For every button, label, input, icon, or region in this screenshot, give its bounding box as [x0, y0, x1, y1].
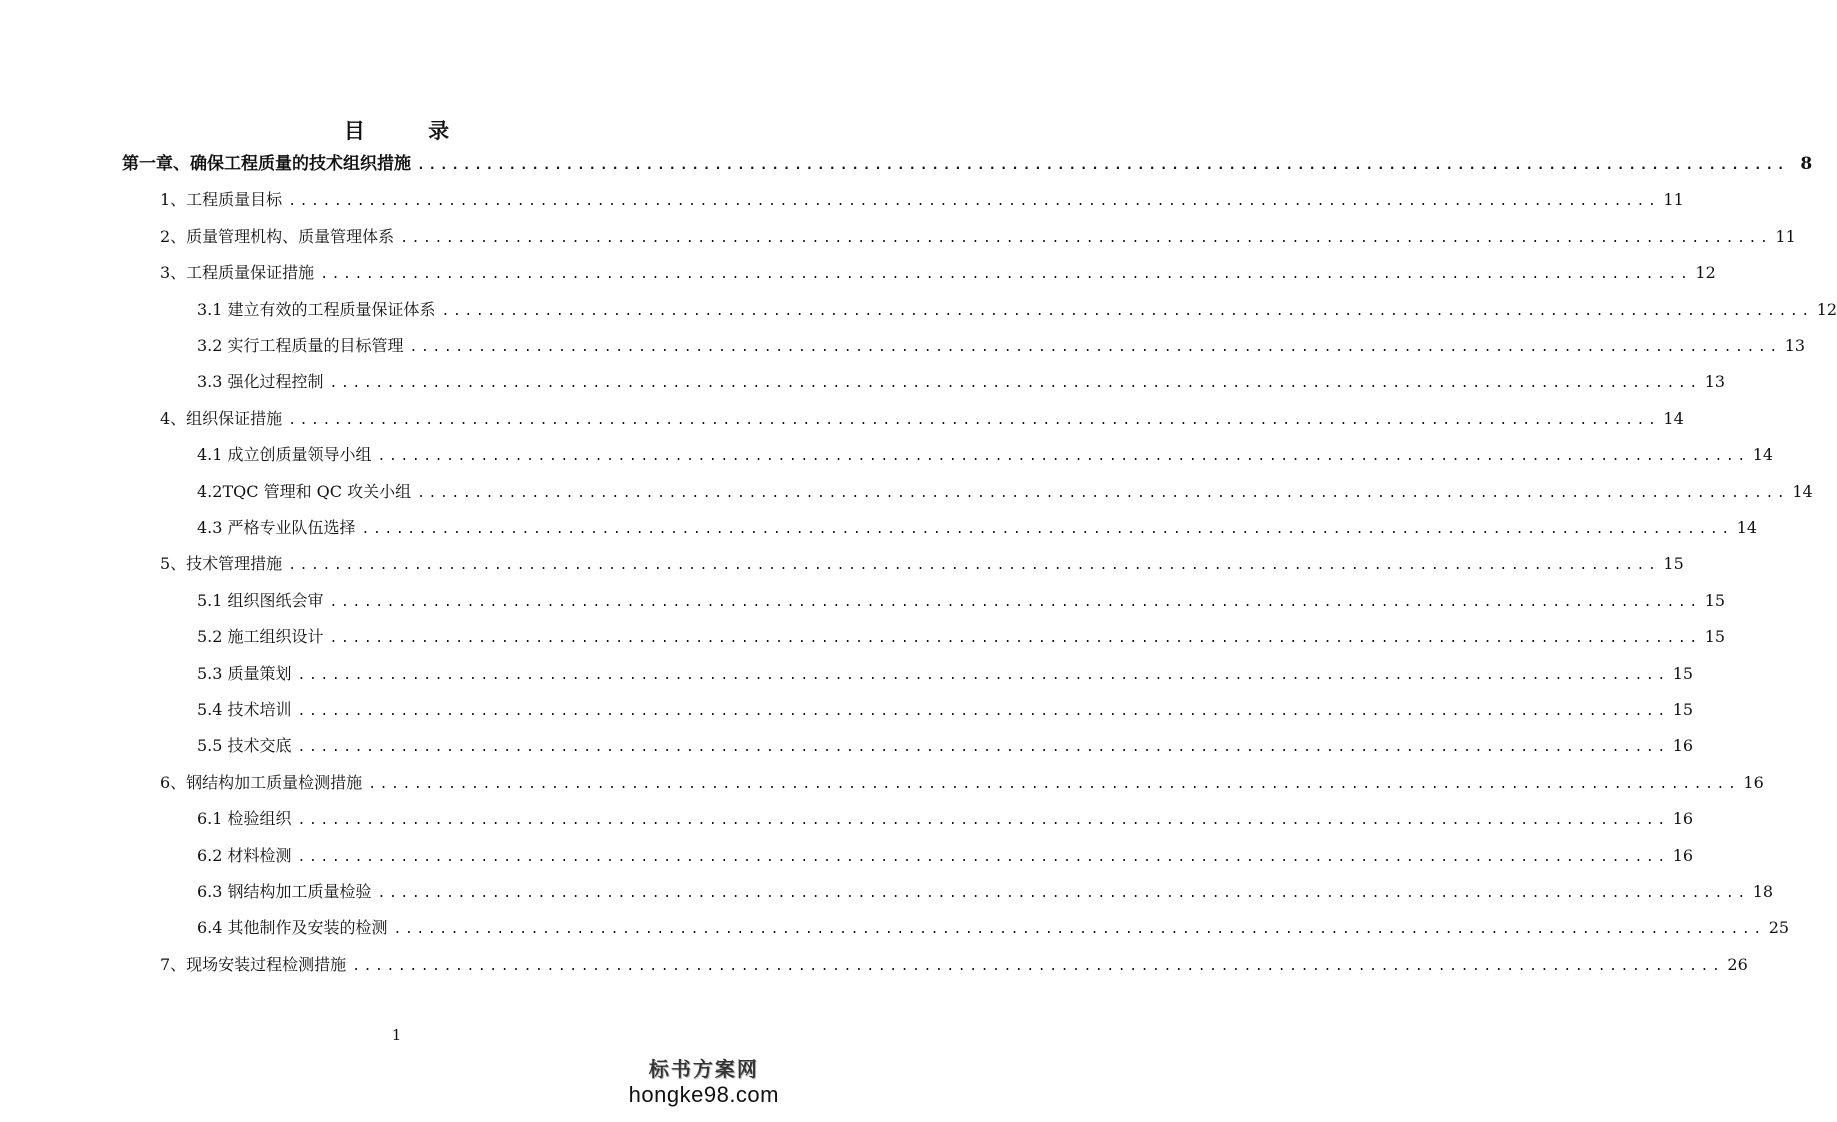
toc-entry-label: 3.1 建立有效的工程质量保证体系 — [197, 300, 436, 319]
toc-entry-page: 14 — [1792, 482, 1813, 501]
toc-dot-leader: ........................................................................................................................ — [320, 267, 1692, 282]
toc-entry[interactable] — [160, 188, 1684, 212]
toc-entry-page: 25 — [1768, 918, 1790, 937]
toc-dot-leader: ........................................................................................................................ — [297, 668, 1669, 683]
toc-entry-label: 7、现场安装过程检测措施 — [160, 955, 347, 974]
toc-entry[interactable] — [197, 916, 1790, 940]
toc-dot-leader: ........................................................................................................................ — [352, 959, 1724, 974]
toc-entry[interactable] — [197, 480, 1813, 504]
toc-entry-label: 6.4 其他制作及安装的检测 — [197, 918, 388, 937]
watermark — [629, 1053, 779, 1108]
toc-entry[interactable] — [197, 844, 1694, 868]
toc-entry-label: 6.2 材料检测 — [197, 846, 292, 865]
toc-dot-leader: ........................................................................................................................ — [417, 158, 1789, 173]
toc-entry-label: 5.1 组织图纸会审 — [197, 591, 324, 610]
toc-entry-page: 16 — [1672, 846, 1694, 865]
toc-dot-leader: ........................................................................................................................ — [393, 922, 1765, 937]
toc-entry-label: 3、工程质量保证措施 — [160, 263, 315, 282]
toc-entry[interactable] — [197, 662, 1694, 686]
toc-entry-label: 4.2TQC 管理和 QC 攻关小组 — [197, 482, 412, 501]
toc-entry-page: 16 — [1672, 736, 1694, 755]
toc-entry[interactable] — [197, 443, 1774, 467]
toc-entry[interactable] — [160, 225, 1796, 249]
toc-dot-leader: ........................................................................................................................ — [297, 704, 1669, 719]
toc-entry[interactable] — [197, 589, 1726, 613]
toc-entry-page: 11 — [1663, 190, 1684, 209]
toc-entry-page: 8 — [1800, 154, 1813, 174]
toc-entry-label: 3.3 强化过程控制 — [197, 372, 324, 391]
toc-entry-label: 6.3 钢结构加工质量检验 — [197, 882, 372, 901]
toc-dot-leader: ........................................................................................................................ — [417, 486, 1789, 501]
toc-entry-label: 5.5 技术交底 — [197, 736, 292, 755]
page-number: 1 — [391, 1026, 402, 1044]
toc-entry[interactable] — [160, 261, 1716, 285]
toc-entry[interactable] — [160, 771, 1764, 795]
toc-dot-leader: ........................................................................................................................ — [400, 231, 1772, 246]
watermark-name: 标书方案网 — [648, 1057, 759, 1081]
toc-entry-label: 第一章、确保工程质量的技术组织措施 — [122, 154, 411, 174]
toc-dot-leader: ........................................................................................................................ — [368, 777, 1740, 792]
toc-entry-page: 18 — [1752, 882, 1774, 901]
toc-dot-leader: ........................................................................................................................ — [377, 449, 1749, 464]
toc-entry-page: 13 — [1784, 336, 1806, 355]
toc-entry-page: 14 — [1752, 445, 1774, 464]
toc-entry-label: 4、组织保证措施 — [160, 409, 283, 428]
toc-entry-label: 1、工程质量目标 — [160, 190, 283, 209]
toc-entry[interactable] — [160, 407, 1684, 431]
toc-entry-page: 15 — [1672, 700, 1694, 719]
toc-entry-page: 15 — [1672, 664, 1694, 683]
toc-dot-leader: ........................................................................................................................ — [329, 631, 1701, 646]
toc-entry[interactable] — [160, 953, 1748, 977]
toc-entry-page: 15 — [1704, 591, 1726, 610]
toc-entry-page: 12 — [1816, 300, 1837, 319]
toc-dot-leader: ........................................................................................................................ — [441, 304, 1813, 319]
toc-entry-label: 6、钢结构加工质量检测措施 — [160, 773, 363, 792]
toc-entry[interactable] — [197, 734, 1694, 758]
toc-entry[interactable] — [197, 698, 1694, 722]
toc-chapter-entry[interactable] — [122, 152, 1813, 176]
toc-entry-label: 5、技术管理措施 — [160, 554, 283, 573]
toc-entry[interactable] — [160, 552, 1684, 576]
toc-entry-label: 4.3 严格专业队伍选择 — [197, 518, 356, 537]
toc-dot-leader: ........................................................................................................................ — [409, 340, 1781, 355]
toc-entry-page: 11 — [1775, 227, 1796, 246]
toc-entry-label: 5.3 质量策划 — [197, 664, 292, 683]
toc-entry-page: 15 — [1704, 627, 1726, 646]
toc-dot-leader: ........................................................................................................................ — [361, 522, 1733, 537]
toc-entry-label: 6.1 检验组织 — [197, 809, 292, 828]
toc-entry-page: 15 — [1663, 554, 1684, 573]
toc-dot-leader: ........................................................................................................................ — [297, 850, 1669, 865]
toc-entry-label: 3.2 实行工程质量的目标管理 — [197, 336, 404, 355]
toc-entry-page: 14 — [1663, 409, 1684, 428]
toc-dot-leader: ........................................................................................................................ — [297, 740, 1669, 755]
toc-dot-leader: ........................................................................................................................ — [288, 558, 1660, 573]
toc-entry-label: 2、质量管理机构、质量管理体系 — [160, 227, 395, 246]
toc-dot-leader: ........................................................................................................................ — [297, 813, 1669, 828]
toc-dot-leader: ........................................................................................................................ — [329, 595, 1701, 610]
toc-dot-leader: ........................................................................................................................ — [329, 376, 1701, 391]
watermark-url: hongke98.com — [628, 1082, 779, 1107]
toc-entry[interactable] — [197, 807, 1694, 831]
toc-entry[interactable] — [197, 880, 1774, 904]
toc-entry-page: 26 — [1727, 955, 1748, 974]
toc-entry-page: 16 — [1672, 809, 1694, 828]
toc-entry[interactable] — [197, 334, 1806, 358]
toc-entry-page: 16 — [1743, 773, 1764, 792]
toc-entry[interactable] — [197, 370, 1726, 394]
page-title: 目 录 — [343, 118, 478, 143]
toc-entry-page: 12 — [1695, 263, 1716, 282]
toc-entry-label: 5.2 施工组织设计 — [197, 627, 324, 646]
toc-entry-page: 13 — [1704, 372, 1726, 391]
toc-entry-label: 4.1 成立创质量领导小组 — [197, 445, 372, 464]
toc-dot-leader: ........................................................................................................................ — [377, 886, 1749, 901]
toc-entry-label: 5.4 技术培训 — [197, 700, 292, 719]
toc-entry[interactable] — [197, 516, 1758, 540]
toc-entry[interactable] — [197, 298, 1837, 322]
toc-entry-page: 14 — [1736, 518, 1758, 537]
toc-entry[interactable] — [197, 625, 1726, 649]
toc-dot-leader: ........................................................................................................................ — [288, 413, 1660, 428]
toc-dot-leader: ........................................................................................................................ — [288, 194, 1660, 209]
